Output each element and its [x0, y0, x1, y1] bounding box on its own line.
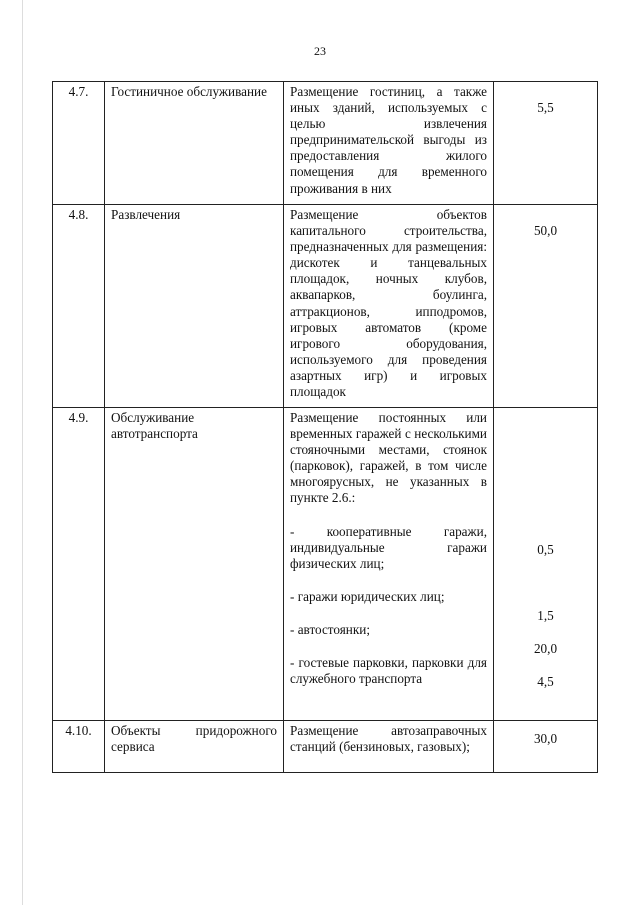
row-description [284, 408, 494, 721]
row-description [284, 82, 494, 205]
row-value [494, 721, 598, 773]
description-item: - гостевые парковки, парковки для служебного транспорта [290, 655, 487, 687]
value-text: 30,0 [533, 731, 558, 746]
row-number: 4.7. [53, 82, 105, 205]
description-item: - гаражи юридических лиц; [290, 588, 445, 604]
value-text: 50,0 [533, 223, 558, 238]
description-item: - кооперативные гаражи, индивидуальные гаражи физических лиц; [290, 523, 487, 571]
description-item: - автостоянки; [290, 621, 370, 637]
table-row [53, 82, 598, 205]
row-number: 4.8. [53, 205, 105, 408]
table-row [53, 205, 598, 408]
row-name: Гостиничное обслуживание [105, 82, 284, 205]
value-text: 5,5 [537, 100, 554, 115]
scan-margin-line [22, 0, 23, 905]
land-use-table [52, 81, 598, 773]
value-text: 4,5 [537, 674, 554, 690]
row-value [494, 82, 598, 205]
row-description [284, 721, 494, 773]
description-paragraph: Размещение объектов капитального строительства, предназначенных для размещения: дискотек и танцевальных площадок, ночных клубов, аквапарков, боулинга, аттракционов, ипподромов, игровых автоматов (кроме игрового оборудования, используемого для проведения азартных игр) и игровых площадок [290, 207, 487, 400]
value-text: 0,5 [537, 542, 554, 557]
row-description [284, 205, 494, 408]
row-value [494, 408, 598, 721]
table-row [53, 408, 598, 721]
row-number: 4.9. [53, 408, 105, 721]
table-row [53, 721, 598, 773]
page-number: 23 [314, 44, 326, 58]
row-name: Развлечения [105, 205, 284, 408]
description-paragraph: Размещение постоянных или временных гаражей с несколькими стояночными местами, стоянок (парковок), гаражей, в том числе многоярусных, не указанных в пункте 2.6.: [290, 410, 487, 506]
value-text: 1,5 [537, 608, 554, 624]
row-name: Обслуживание автотранспорта [105, 408, 284, 721]
description-paragraph: Размещение автозаправочных станций (бензиновых, газовых); [290, 723, 487, 755]
row-number: 4.10. [53, 721, 105, 773]
value-text: 20,0 [533, 641, 558, 657]
description-paragraph: Размещение гостиниц, а также иных зданий, используемых с целью извлечения предпринимательской выгоды из предоставления жилого помещения для временного проживания в них [290, 84, 487, 196]
row-value [494, 205, 598, 408]
row-name: Объекты придорожного сервиса [105, 721, 284, 773]
